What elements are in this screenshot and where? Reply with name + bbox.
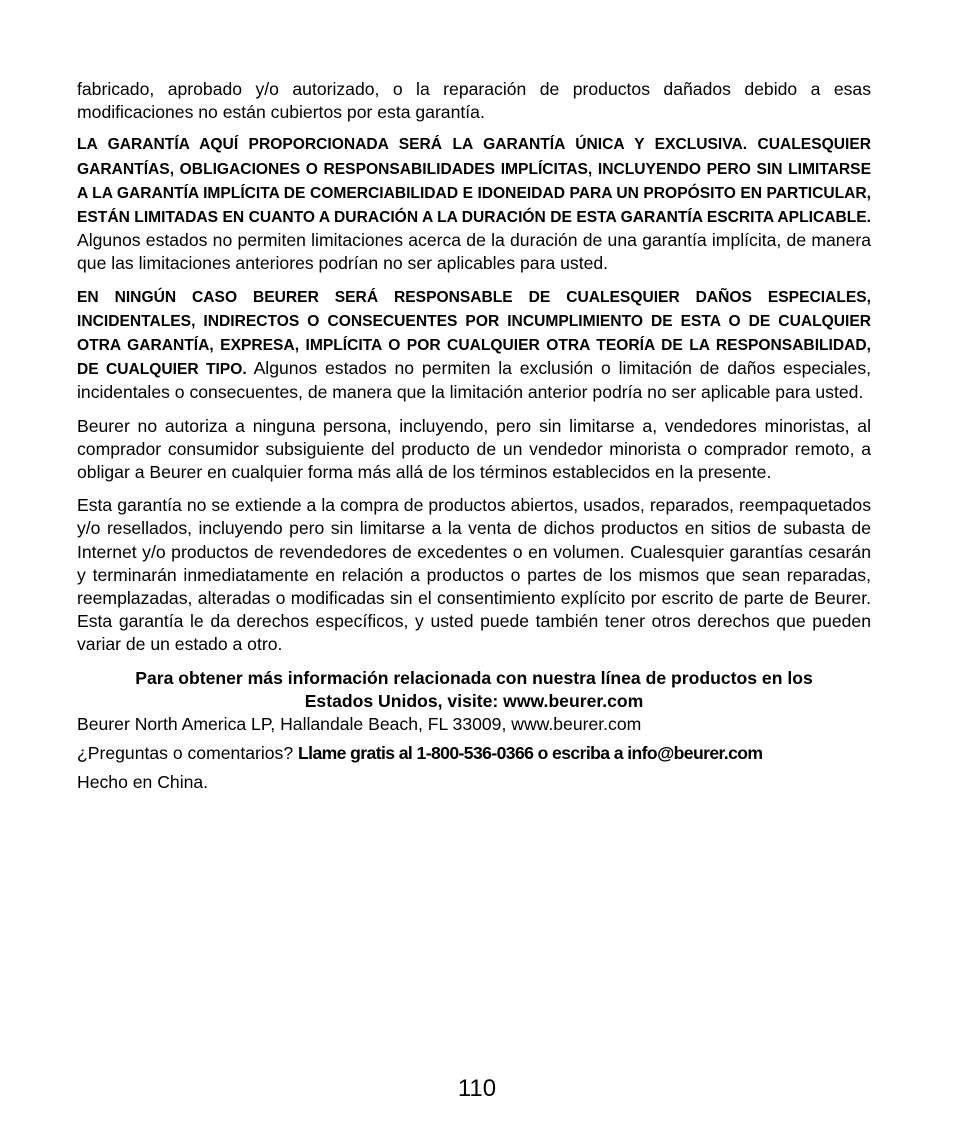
contact-line (77, 742, 871, 765)
info-heading-line2: Estados Unidos, visite: www.beurer.com (304, 690, 644, 711)
exclusive-warranty-rest: Algunos estados no permiten limitaciones acerca de la duración de una garantía implícita, de manera que las limitaciones anteriores podrían no ser aplicables para usted. (77, 230, 871, 274)
paragraph-exclusions: Esta garantía no se extiende a la compra de productos abiertos, usados, reparados, reempaquetados y/o resellados, incluyendo pero sin limitarse a la venta de dichos productos en sitios de subasta de Internet y/o productos de revendedores de excedentes o en volumen. Cualesquier garantías cesarán y terminarán inmediatamente en relación a productos o partes de los mismos que sean reparadas, reemplazadas, alteradas o modificadas sin el consentimiento explícito por escrito de parte de Beurer. Esta garantía le da derechos específicos, y usted puede también tener otros derechos que pueden variar de un estado a otro. (77, 495, 871, 655)
contact-details: Llame gratis al 1-800-536-0366 o escriba a info@beurer.com (298, 743, 763, 764)
paragraph-modifications: fabricado, aprobado y/o autorizado, o la reparación de productos dañados debido a esas modificaciones no están cubiertos por esta garantía. (77, 79, 871, 123)
made-in-label: Hecho en China. (77, 772, 209, 793)
paragraph-liability (77, 285, 871, 405)
paragraph-authorization: Beurer no autoriza a ninguna persona, incluyendo, pero sin limitarse a, vendedores minoristas, al comprador consumidor subsiguiente del producto de un vendedor minorista o comprador remoto, a obligar a Beurer en cualquier forma más allá de los términos establecidos en la presente. (77, 415, 871, 483)
page-content (77, 78, 871, 795)
info-heading-line1: Para obtener más información relacionada con nuestra línea de productos en los (135, 667, 813, 688)
liability-bold: EN NINGÚN CASO BEURER SERÁ RESPONSABLE DE CUALESQUIER DAÑOS ESPECIALES, INCIDENTALES, INDIRECTOS O CONSECUENTES POR INCUMPLIMIENTO DE ESTA O DE CUALQUIER OTRA GARANTÍA, EXPRESA, IMPLÍCITA O POR CUALQUIER OTRA TEORÍA DE LA RESPONSABILIDAD, DE CUALQUIER TIPO. (77, 288, 871, 379)
paragraph-exclusive-warranty (77, 132, 871, 275)
company-address: Beurer North America LP, Hallandale Beach, FL 33009, www.beurer.com (77, 714, 642, 735)
exclusive-warranty-bold: LA GARANTÍA AQUÍ PROPORCIONADA SERÁ LA GARANTÍA ÚNICA Y EXCLUSIVA. CUALESQUIER GARANTÍAS, OBLIGACIONES O RESPONSABILIDADES IMPLÍCITAS, INCLUYENDO PERO SIN LIMITARSE A LA GARANTÍA IMPLÍCITA DE COMERCIABILIDAD E IDONEIDAD PARA UN PROPÓSITO EN PARTICULAR, ESTÁN LIMITADAS EN CUANTO A DURACIÓN A LA DURACIÓN DE ESTA GARANTÍA ESCRITA APLICABLE. (77, 136, 871, 227)
liability-rest: Algunos estados no permiten la exclusión o limitación de daños especiales, incidentales o consecuentes, de manera que la limitación anterior podría no ser aplicable para usted. (77, 358, 872, 403)
page-number: 110 (457, 1075, 497, 1102)
contact-question-label: ¿Preguntas o comentarios? (77, 743, 299, 764)
